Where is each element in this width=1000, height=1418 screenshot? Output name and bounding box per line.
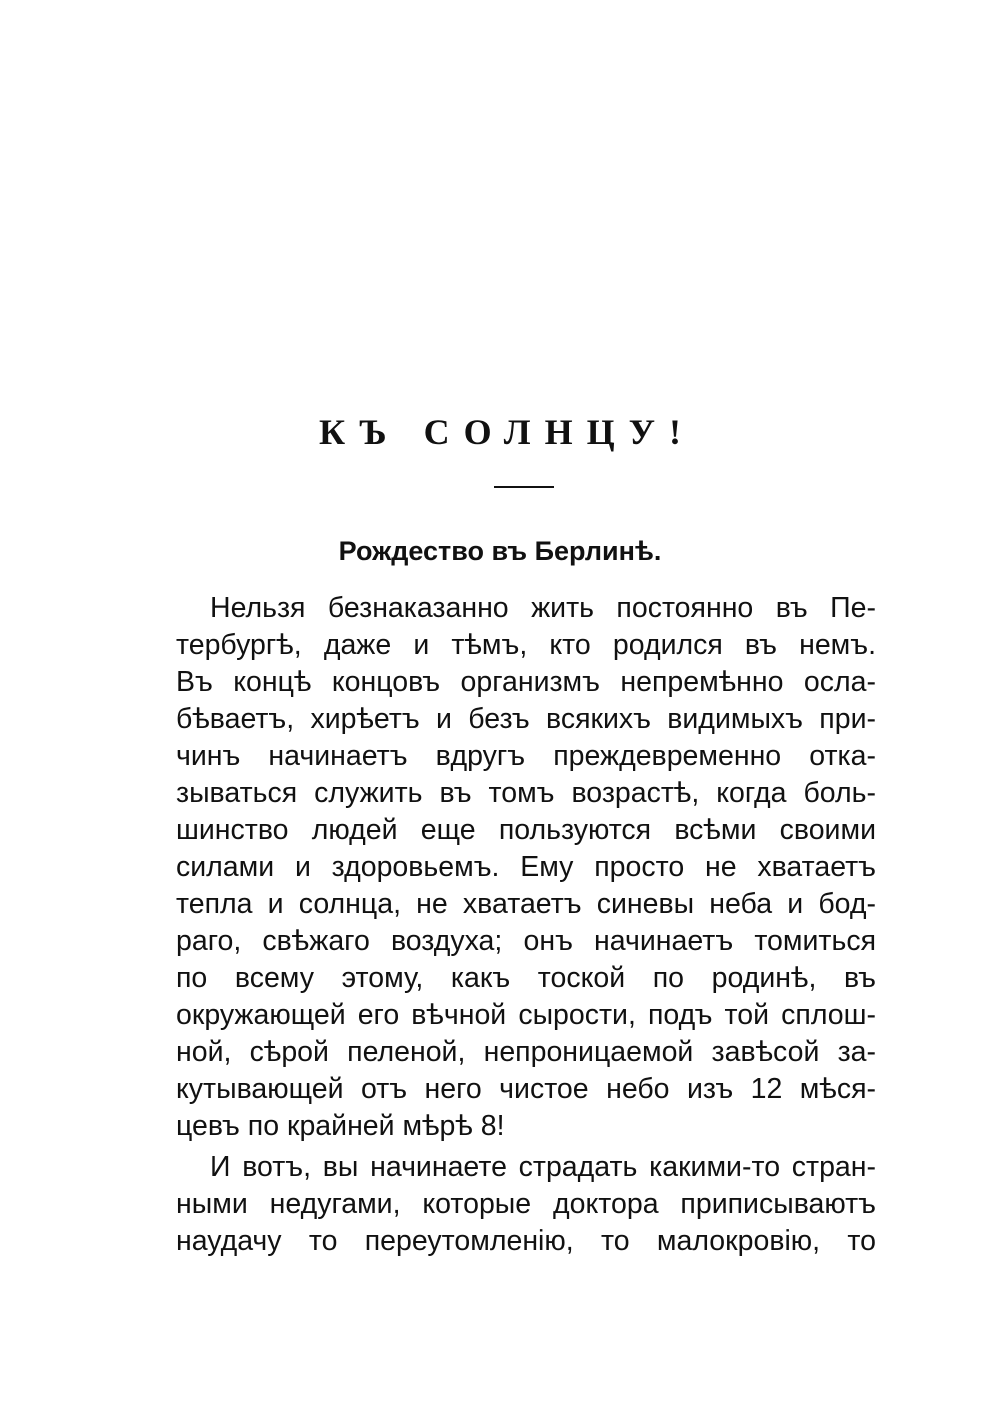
text-line: тербургѣ, даже и тѣмъ, кто родился въ немъ. (176, 629, 876, 661)
chapter-title: КЪ СОЛНЦУ! (318, 412, 696, 452)
title-divider (494, 486, 554, 488)
text-line: кутывающей отъ него чистое небо изъ 12 мѣся- (176, 1073, 876, 1105)
text-line: по всему этому, какъ тоской по родинѣ, въ (176, 962, 876, 994)
text-line: Нельзя безнаказанно жить постоянно въ Пе- (210, 592, 876, 624)
text-line: ными недугами, которые доктора приписываютъ (176, 1188, 876, 1220)
paragraph-1 (176, 590, 876, 1145)
text-line: окружающей его вѣчной сырости, подъ той сплош- (176, 999, 876, 1031)
text-line: зываться служить въ томъ возрастѣ, когда боль- (176, 777, 876, 809)
text-line: цевъ по крайней мѣрѣ 8! (176, 1110, 505, 1142)
paragraph-2 (176, 1149, 876, 1260)
text-line: чинъ начинаетъ вдругъ преждевременно отка- (176, 740, 876, 772)
text-line: силами и здоровьемъ. Ему просто не хватаетъ (176, 851, 876, 883)
body-text (176, 590, 876, 1260)
text-line: Въ концѣ концовъ организмъ непремѣнно осла- (176, 666, 876, 698)
section-subtitle: Рождество въ Берлинѣ. (338, 536, 662, 566)
text-line: ной, сѣрой пеленой, непроницаемой завѣсой за- (176, 1036, 876, 1068)
text-line: шинство людей еще пользуются всѣми своими (176, 814, 876, 846)
text-line: наудачу то переутомленію, то малокровію, то (176, 1225, 876, 1257)
text-line: тепла и солнца, не хватаетъ синевы неба и бод- (176, 888, 876, 920)
text-line: И вотъ, вы начинаете страдать какими-то стран- (210, 1151, 876, 1183)
text-line: бѣваетъ, хирѣетъ и безъ всякихъ видимыхъ при- (176, 703, 876, 735)
text-line: раго, свѣжаго воздуха; онъ начинаетъ томиться (176, 925, 876, 957)
